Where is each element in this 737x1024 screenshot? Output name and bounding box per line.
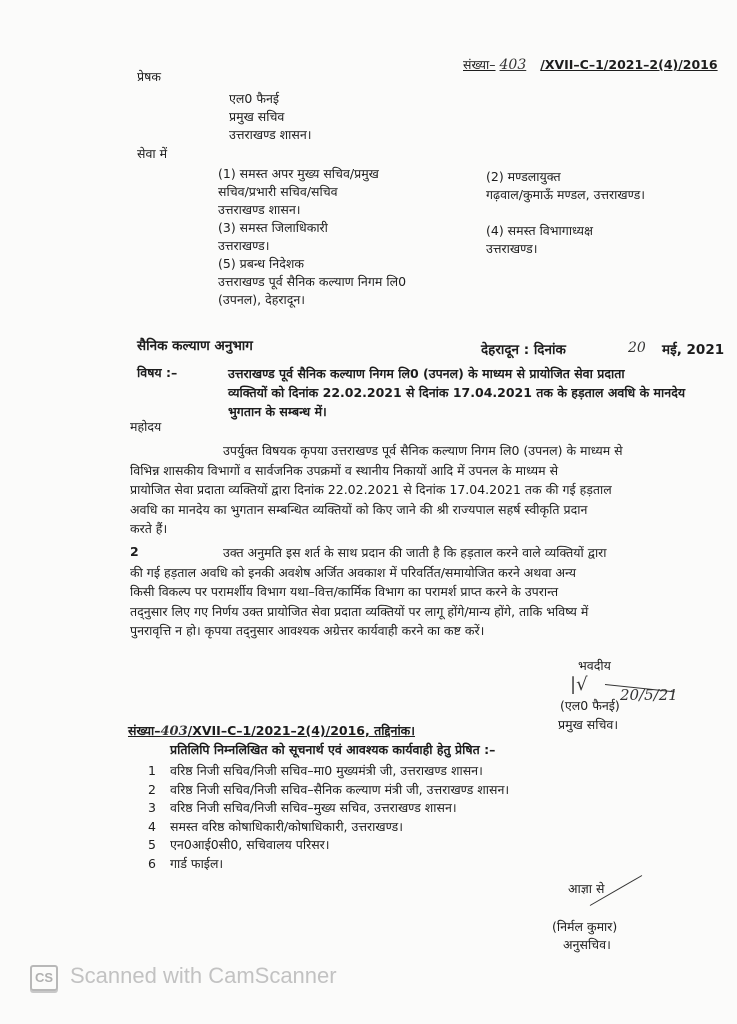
- copy-reference-suffix: /XVII–C–1/2021–2(4)/2016, तद्दिनांक।: [187, 723, 416, 738]
- copy-reference-prefix: संख्या–: [128, 723, 161, 738]
- copy-list-item: [146, 855, 509, 874]
- paragraph-2-line-5: पुनरावृत्ति न हो। कृपया तद्नुसार आवश्यक अग्रेत्तर कार्यवाही करने का कष्ट करें।: [130, 623, 485, 638]
- copy-list: [146, 762, 509, 873]
- order-by-label: आज्ञा से: [568, 881, 605, 896]
- copy-item-number: 3: [148, 800, 156, 815]
- sender-office: उत्तराखण्ड शासन।: [229, 127, 312, 142]
- copy-list-item: [146, 762, 509, 781]
- copy-reference-number-handwritten: 403: [160, 724, 188, 739]
- sender-name: एल0 फैनई: [229, 91, 280, 106]
- recipient-5-line-3: (उपनल), देहरादून।: [218, 292, 306, 307]
- copy-item-number: 6: [148, 855, 156, 871]
- reference-number-handwritten: 403: [499, 57, 527, 73]
- copy-item-text: वरिष्ठ निजी सचिव/निजी सचिव–मुख्य सचिव, उत्तराखण्ड शासन।: [170, 800, 457, 815]
- subject-line-1: उत्तराखण्ड पूर्व सैनिक कल्याण निगम लि0 (उपनल) के माध्यम से प्रायोजित सेवा प्रदाता: [228, 366, 625, 381]
- copy-list-item: [146, 818, 509, 837]
- paragraph-2-line-4: तद्नुसार लिए गए निर्णय उक्त प्रायोजित सेवा प्रदाता व्यक्तियों पर लागू होंगे/मान्य होंगे, ताकि भविष्य में: [130, 603, 589, 619]
- salutation: महोदय: [130, 419, 162, 434]
- subject-line-2: व्यक्तियों को दिनांक 22.02.2021 से दिनांक 17.04.2021 तक के हड़ताल अवधि के मानदेय: [228, 385, 686, 400]
- copy-item-text: समस्त वरिष्ठ कोषाधिकारी/कोषाधिकारी, उत्तराखण्ड।: [170, 818, 403, 834]
- place-date-label: देहरादून : दिनांक: [481, 342, 566, 358]
- copy-item-text: वरिष्ठ निजी सचिव/निजी सचिव–मा0 मुख्यमंत्री जी, उत्तराखण्ड शासन।: [170, 763, 483, 778]
- recipient-3: [218, 219, 328, 255]
- date-month-year: मई, 2021: [662, 342, 725, 358]
- department-name: सैनिक कल्याण अनुभाग: [137, 338, 253, 354]
- sender-block: [229, 90, 312, 144]
- camscanner-logo-icon: CS: [30, 965, 58, 991]
- recipient-1-line-2: सचिव/प्रभारी सचिव/सचिव: [218, 184, 338, 199]
- recipient-5: [218, 255, 406, 309]
- recipient-5-line-2: उत्तराखण्ड पूर्व सैनिक कल्याण निगम लि0: [218, 274, 407, 289]
- copy-list-item: [146, 799, 509, 818]
- paragraph-1-line-1: उपर्युक्त विषयक कृपया उत्तराखण्ड पूर्व सैनिक कल्याण निगम लि0 (उपनल) के माध्यम से: [223, 443, 623, 458]
- recipients-label: सेवा में: [137, 146, 168, 161]
- signatory-designation: प्रमुख सचिव।: [558, 717, 619, 732]
- copy-item-number: 2: [148, 781, 156, 797]
- date-day-handwritten: 20: [628, 340, 646, 356]
- paragraph-1: [130, 441, 720, 539]
- recipient-4-line-2: उत्तराखण्ड।: [486, 241, 538, 256]
- copy-item-text: वरिष्ठ निजी सचिव/निजी सचिव–सैनिक कल्याण मंत्री जी, उत्तराखण्ड शासन।: [170, 781, 510, 797]
- recipient-1-line-3: उत्तराखण्ड शासन।: [218, 202, 301, 217]
- camscanner-watermark: Scanned with CamScanner: [70, 963, 337, 988]
- subject-line-3: भुगतान के सम्बन्ध में।: [228, 404, 327, 419]
- paragraph-2-line-1: उक्त अनुमति इस शर्त के साथ प्रदान की जाती है कि हड़ताल करने वाले व्यक्तियों द्वारा: [223, 545, 607, 560]
- valediction: भवदीय: [578, 658, 611, 673]
- recipient-3-line-1: (3) समस्त जिलाधिकारी: [218, 220, 328, 235]
- sender-designation: प्रमुख सचिव: [229, 109, 285, 124]
- reference-suffix: /XVII–C–1/2021–2(4)/2016: [540, 57, 718, 72]
- recipient-5-line-1: (5) प्रबन्ध निदेशक: [218, 256, 304, 271]
- recipient-2: [486, 168, 645, 204]
- copy-list-item: [146, 781, 509, 800]
- copy-item-text: एन0आई0सी0, सचिवालय परिसर।: [170, 837, 330, 852]
- copy-item-number: 1: [148, 763, 156, 778]
- paragraph-2-line-2: की गई हड़ताल अवधि को इनकी अवशेष अर्जित अवकाश में परिवर्तित/समायोजित करने अथवा अन्य: [130, 564, 576, 580]
- reference-number: [463, 56, 718, 74]
- order-by-designation: अनुसचिव।: [563, 937, 611, 952]
- subject-label: विषय :–: [137, 365, 178, 380]
- recipient-2-line-2: गढ़वाल/कुमाऊँ मण्डल, उत्तराखण्ड।: [486, 187, 645, 202]
- paragraph-2-line-3: किसी विकल्प पर परामर्शीय विभाग यथा–वित्त/कार्मिक विभाग का परामर्श प्राप्त करने के उपरान्त: [130, 584, 559, 599]
- copy-item-number: 4: [148, 818, 156, 834]
- paragraph-1-line-5: करते हैं।: [130, 521, 168, 536]
- paragraph-1-line-3: प्रायोजित सेवा प्रदाता व्यक्तियों द्वारा दिनांक 22.02.2021 से दिनांक 17.04.2021 तक की गई हड़ताल: [130, 482, 612, 497]
- recipient-1: [218, 165, 379, 219]
- recipient-4-line-1: (4) समस्त विभागाध्यक्ष: [486, 223, 593, 238]
- recipient-4: [486, 222, 593, 258]
- recipient-3-line-2: उत्तराखण्ड।: [218, 238, 270, 253]
- paragraph-1-line-4: अवधि का मानदेय का भुगतान सम्बन्धित व्यक्तियों को किए जाने की श्री राज्यपाल सहर्ष स्वीकृति प्रदान: [130, 501, 588, 517]
- signature-mark-icon: |√: [570, 674, 588, 695]
- copy-list-item: [146, 836, 509, 855]
- reference-prefix: संख्या–: [463, 57, 496, 72]
- copy-item-number: 5: [148, 837, 156, 852]
- recipient-1-line-1: (1) समस्त अपर मुख्य सचिव/प्रमुख: [218, 166, 379, 181]
- paragraph-1-line-2: विभिन्न शासकीय विभागों व सार्वजनिक उपक्रमों व स्थानीय निकायों आदि में उपनल के माध्यम से: [130, 462, 559, 478]
- signatory-name: (एल0 फैनई): [560, 698, 620, 713]
- sender-label: प्रेषक: [137, 69, 161, 84]
- signature-date-handwritten: 20/5/21: [620, 686, 678, 704]
- paragraph-2-number: 2: [130, 544, 139, 559]
- copy-item-text: गार्ड फाईल।: [170, 855, 224, 871]
- copy-reference: [128, 722, 415, 741]
- recipient-2-line-1: (2) मण्डलायुक्त: [486, 169, 561, 184]
- subject-text: [228, 364, 685, 421]
- order-by-name: (निर्मल कुमार): [552, 919, 618, 934]
- copy-intro: प्रतिलिपि निम्नलिखित को सूचनार्थ एवं आवश्यक कार्यवाही हेतु प्रेषित :–: [170, 742, 496, 757]
- paragraph-2: [130, 543, 720, 641]
